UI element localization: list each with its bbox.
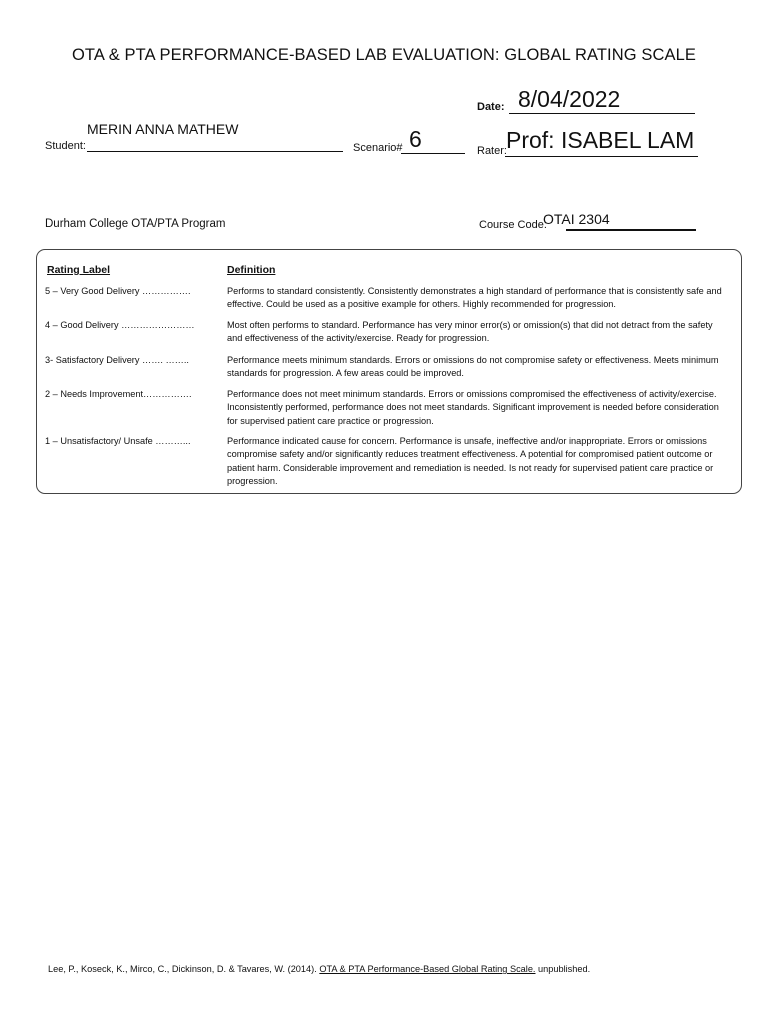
rating-label: 3- Satisfactory Delivery ……. ……..	[45, 355, 189, 365]
course-code-label: Course Code:	[479, 219, 547, 231]
citation-authors: Lee, P., Koseck, K., Mirco, C., Dickinson, D. & Tavares, W. (2014).	[48, 964, 320, 974]
rating-definition: Most often performs to standard. Performance has very minor error(s) or omission(s) that did not detract from the safety and effectiveness of the activity/exercise. Ready for progression.	[227, 320, 713, 344]
student-label: Student:	[45, 140, 86, 152]
rating-scale-table	[36, 249, 742, 494]
rater-value[interactable]: Prof: ISABEL LAM	[506, 127, 695, 153]
rating-label: 5 – Very Good Delivery …………….	[45, 286, 191, 296]
student-value[interactable]: MERIN ANNA MATHEW	[87, 121, 239, 137]
citation-title: OTA & PTA Performance-Based Global Rating Scale.	[319, 964, 536, 974]
course-code-value[interactable]: OTAI 2304	[543, 211, 610, 227]
date-underline	[509, 113, 695, 114]
scenario-value[interactable]: 6	[409, 126, 422, 152]
rating-definition: Performs to standard consistently. Consistently demonstrates a high standard of performance that is consistently safe and effective. Could be used as a positive example for others. Highly recommended for progression.	[227, 286, 722, 310]
date-value[interactable]: 8/04/2022	[518, 86, 621, 112]
scenario-underline	[401, 153, 465, 154]
rating-label: 4 – Good Delivery ……………………	[45, 320, 195, 330]
scenario-label: Scenario#	[353, 142, 403, 154]
course-code-underline	[566, 229, 696, 231]
rating-label-header: Rating Label	[47, 264, 111, 276]
program-name: Durham College OTA/PTA Program	[45, 218, 226, 230]
date-label: Date:	[477, 101, 505, 113]
rater-underline	[505, 156, 698, 157]
rating-definition: Performance does not meet minimum standards. Errors or omissions compromised the effectiveness of activity/exercise. Inconsistently performed, performance does not meet standards. Significant improvement is needed before consideration for supervised patient care practice or progression.	[227, 389, 719, 426]
page-title: OTA & PTA PERFORMANCE-BASED LAB EVALUATION: GLOBAL RATING SCALE	[72, 46, 696, 64]
student-underline	[87, 151, 343, 152]
definition-header: Definition	[227, 264, 276, 276]
rating-definition: Performance meets minimum standards. Errors or omissions do not compromise safety or effectiveness. Meets minimum standards for progression. A few areas could be improved.	[227, 355, 719, 379]
rating-label: 1 – Unsatisfactory/ Unsafe ………...	[45, 436, 191, 446]
citation-suffix: unpublished.	[535, 964, 591, 974]
rater-label: Rater:	[477, 145, 507, 157]
rating-label: 2 – Needs Improvement…………….	[45, 389, 192, 399]
rating-definition: Performance indicated cause for concern. Performance is unsafe, ineffective and/or inappropriate. Errors or omissions compromise safety and/or significantly reduces treatment effectiveness. A potential for compromised patient outcome or patient harm. Considerable improvement and remediation is needed. Is not ready for supervised patient care practice or progression.	[227, 436, 714, 486]
citation-footer	[48, 964, 590, 974]
